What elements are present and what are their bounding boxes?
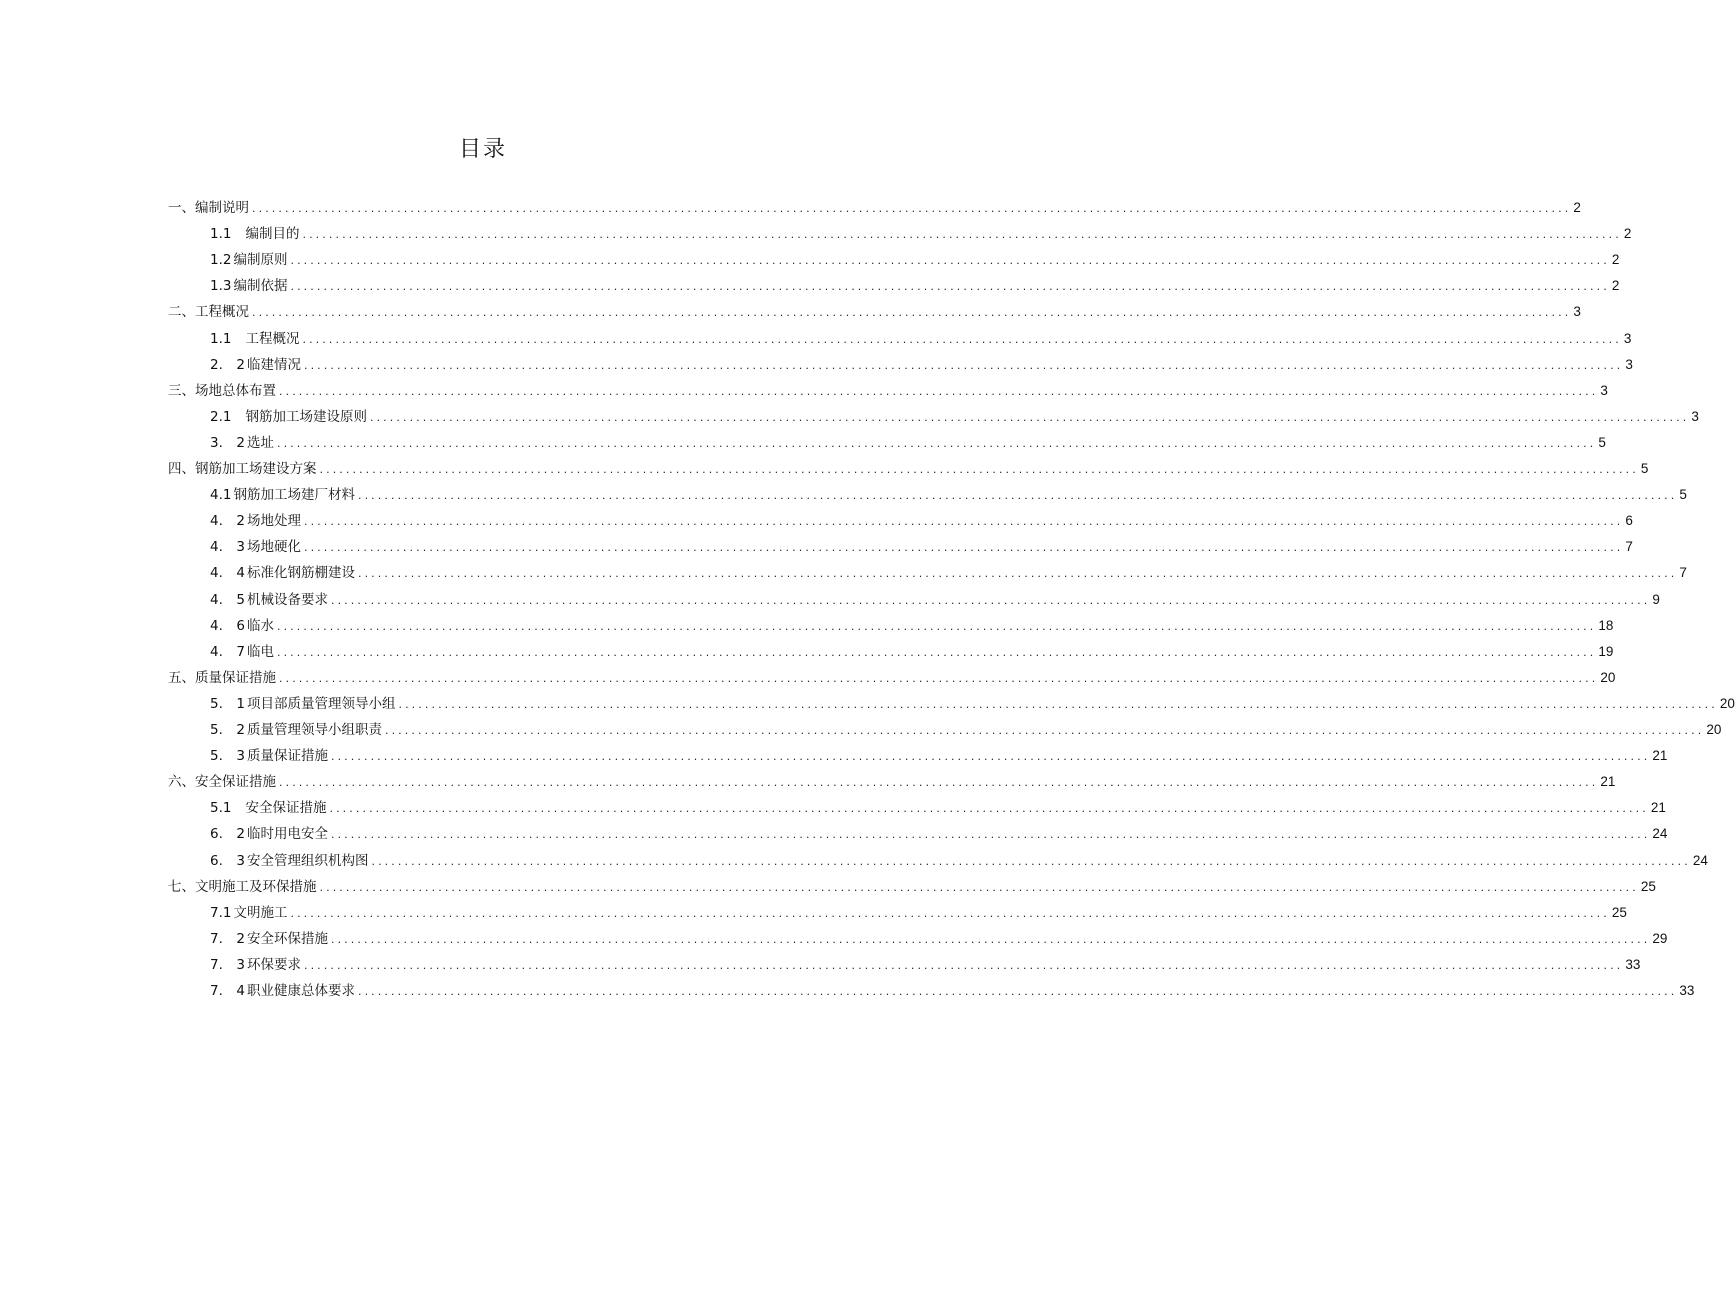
toc-entry-page-number: 2 (1611, 252, 1620, 267)
toc-entry-text: 项目部质量管理领导小组 (246, 696, 396, 712)
toc-entry-label (210, 513, 304, 529)
toc-entry-label (210, 252, 290, 268)
toc-entry[interactable] (210, 481, 1687, 503)
toc-entry[interactable] (210, 533, 1633, 555)
toc-entry-number: 1.3 (210, 278, 232, 294)
toc-entry[interactable] (210, 690, 1735, 712)
toc-entry-number: 7. 2 (210, 931, 245, 947)
toc-entry[interactable] (210, 325, 1632, 347)
toc-entry[interactable] (168, 664, 1616, 686)
toc-entry-number: 六、 (168, 774, 195, 790)
toc-entry-leader-dots: ........................................................................................................................................................................................................ (319, 463, 1639, 476)
toc-entry-label (210, 357, 304, 373)
toc-entry-leader-dots: ........................................................................................................................................................................................................ (276, 620, 1597, 633)
toc-entry-leader-dots: ........................................................................................................................................................................................................ (290, 280, 1610, 293)
toc-entry[interactable] (210, 351, 1633, 373)
toc-entry-text: 场地硬化 (246, 539, 301, 555)
toc-entry-page-number: 5 (1598, 435, 1606, 450)
toc-entry-leader-dots: ........................................................................................................................................................................................................ (329, 802, 1649, 815)
toc-entry-leader-dots: ........................................................................................................................................................................................................ (384, 724, 1705, 737)
toc-entry-text: 临建情况 (246, 357, 301, 373)
toc-entry-number: 6. 2 (210, 826, 245, 842)
toc-entry-leader-dots: ........................................................................................................................................................................................................ (302, 228, 1622, 241)
toc-entry-page-number: 18 (1598, 618, 1614, 633)
toc-entry-text: 安全保证措施 (195, 774, 276, 790)
toc-entry-label (210, 957, 304, 973)
toc-entry-page-number: 3 (1623, 331, 1632, 346)
toc-entry-leader-dots: ........................................................................................................................................................................................................ (371, 855, 1691, 868)
toc-entry-leader-dots: ........................................................................................................................................................................................................ (369, 411, 1690, 424)
toc-entry-page-number: 33 (1625, 957, 1641, 972)
toc-entry-text: 文明施工及环保措施 (195, 879, 317, 895)
toc-entry-number: 4.1 (210, 487, 232, 503)
toc-entry-number: 5.1 (210, 800, 232, 816)
toc-entry[interactable] (210, 820, 1668, 842)
toc-entry-leader-dots: ........................................................................................................................................................................................................ (303, 515, 1624, 528)
toc-entry-label (168, 200, 252, 216)
toc-entry-text: 质量保证措施 (246, 748, 328, 764)
toc-entry-label (210, 931, 331, 947)
toc-entry-leader-dots: ........................................................................................................................................................................................................ (357, 489, 1678, 502)
toc-entry-page-number: 21 (1650, 800, 1666, 815)
toc-entry-label (210, 853, 371, 869)
toc-entry-leader-dots: ........................................................................................................................................................................................................ (279, 672, 1599, 685)
toc-entry-label (210, 800, 329, 816)
toc-entry[interactable] (210, 794, 1666, 816)
toc-entry-page-number: 3 (1625, 357, 1633, 372)
toc-entry-text: 钢筋加工场建厂材料 (233, 487, 355, 503)
toc-entry-page-number: 7 (1625, 539, 1633, 554)
toc-entry-number: 7.1 (210, 905, 232, 921)
toc-entry-leader-dots: ........................................................................................................................................................................................................ (252, 202, 1572, 215)
toc-entry-text: 钢筋加工场建设原则 (245, 409, 367, 425)
toc-entry-text: 钢筋加工场建设方案 (195, 461, 317, 477)
toc-entry-leader-dots: ........................................................................................................................................................................................................ (330, 594, 1651, 607)
toc-entry-page-number: 3 (1600, 383, 1608, 398)
toc-entry-label (168, 670, 279, 686)
toc-entry[interactable] (210, 586, 1660, 608)
toc-entry-text: 编制原则 (233, 252, 288, 268)
toc-entry-label (210, 331, 302, 347)
toc-entry-leader-dots: ........................................................................................................................................................................................................ (303, 541, 1624, 554)
toc-entry-number: 七、 (168, 879, 195, 895)
toc-entry-page-number: 21 (1600, 774, 1616, 789)
toc-entry[interactable] (210, 507, 1633, 529)
toc-entry-number: 三、 (168, 383, 195, 399)
toc-entry-label (168, 304, 252, 320)
toc-entry[interactable] (168, 455, 1649, 477)
toc-entry-text: 编制说明 (195, 200, 249, 216)
toc-entry-label (210, 722, 385, 738)
toc-entry[interactable] (168, 377, 1608, 399)
toc-entry-label (210, 696, 398, 712)
toc-entry-label (168, 879, 320, 895)
toc-entry[interactable] (210, 272, 1620, 294)
toc-entry-label (210, 983, 358, 999)
toc-entry-page-number: 5 (1640, 461, 1649, 476)
toc-entry-leader-dots: ........................................................................................................................................................................................................ (303, 359, 1624, 372)
toc-entry-leader-dots: ........................................................................................................................................................................................................ (290, 907, 1610, 920)
toc-entry-label (210, 618, 277, 634)
toc-entry-label (168, 774, 279, 790)
toc-entry-number: 1.2 (210, 252, 232, 268)
toc-entry[interactable] (210, 847, 1708, 869)
toc-entry-number: 二、 (168, 304, 195, 320)
toc-entry-text: 编制依据 (233, 278, 288, 294)
toc-entry-leader-dots: ........................................................................................................................................................................................................ (279, 776, 1599, 789)
toc-entry-text: 安全保证措施 (245, 800, 327, 816)
toc-entry-leader-dots: ........................................................................................................................................................................................................ (330, 750, 1651, 763)
toc-entry-number: 7. 4 (210, 983, 245, 999)
toc-entry-page-number: 20 (1719, 696, 1735, 711)
toc-entry-page-number: 19 (1598, 644, 1614, 659)
toc-entry[interactable] (210, 899, 1627, 921)
toc-entry-text: 职业健康总体要求 (246, 983, 355, 999)
toc-entry[interactable] (210, 559, 1687, 581)
toc-entry[interactable] (168, 194, 1581, 216)
toc-entry-label (210, 644, 277, 660)
toc-entry-number: 6. 3 (210, 853, 245, 869)
toc-entry-leader-dots: ........................................................................................................................................................................................................ (276, 646, 1597, 659)
toc-entry-text: 质量保证措施 (195, 670, 276, 686)
toc-entry[interactable] (210, 925, 1668, 947)
toc-entry-label (210, 905, 290, 921)
toc-entry-number: 1.1 (210, 226, 232, 242)
toc-entry-page-number: 29 (1652, 931, 1668, 946)
toc-entry-number: 4. 4 (210, 565, 245, 581)
toc-entry-text: 标准化钢筋棚建设 (246, 565, 355, 581)
toc-entry[interactable] (210, 220, 1632, 242)
toc-entry-label (210, 487, 358, 503)
toc-entry-label (210, 748, 331, 764)
toc-entry-text: 编制目的 (245, 226, 300, 242)
toc-entry-leader-dots: ........................................................................................................................................................................................................ (279, 385, 1599, 398)
toc-entry-text: 安全环保措施 (246, 931, 328, 947)
toc-entry-leader-dots: ........................................................................................................................................................................................................ (330, 828, 1651, 841)
toc-entry-page-number: 24 (1692, 853, 1708, 868)
toc-entry-page-number: 2 (1611, 278, 1620, 293)
toc-entry-label (210, 592, 331, 608)
toc-entry[interactable] (210, 716, 1722, 738)
toc-entry-page-number: 25 (1611, 905, 1627, 920)
toc-entry-page-number: 25 (1640, 879, 1656, 894)
toc-entry-number: 5. 3 (210, 748, 245, 764)
toc-entry-text: 质量管理领导小组职责 (246, 722, 382, 738)
toc-entry-leader-dots: ........................................................................................................................................................................................................ (330, 933, 1651, 946)
toc-entry-label (210, 278, 290, 294)
toc-entry-page-number: 24 (1652, 826, 1668, 841)
toc-entry-text: 临电 (246, 644, 274, 660)
toc-entry[interactable] (210, 403, 1699, 425)
toc-entry-label (210, 826, 331, 842)
toc-entry[interactable] (210, 977, 1695, 999)
toc-entry-text: 场地总体布置 (195, 383, 276, 399)
toc-entry[interactable] (210, 951, 1641, 973)
toc-entry-leader-dots: ........................................................................................................................................................................................................ (357, 567, 1678, 580)
toc-entry-leader-dots: ........................................................................................................................................................................................................ (252, 306, 1572, 319)
toc-entry-page-number: 7 (1679, 565, 1687, 580)
toc-entry-text: 临水 (246, 618, 274, 634)
toc-entry[interactable] (168, 873, 1656, 895)
toc-entry[interactable] (210, 638, 1614, 660)
toc-entry-leader-dots: ........................................................................................................................................................................................................ (276, 437, 1597, 450)
toc-entry-leader-dots: ........................................................................................................................................................................................................ (398, 698, 1718, 711)
toc-entry-label (210, 226, 302, 242)
toc-entry-page-number: 21 (1652, 748, 1668, 763)
toc-entry-number: 2. 2 (210, 357, 245, 373)
toc-entry-text: 工程概况 (245, 331, 300, 347)
toc-entry-text: 环保要求 (246, 957, 301, 973)
toc-entry-number: 5. 2 (210, 722, 245, 738)
toc-entry-number: 2.1 (210, 409, 232, 425)
toc-entry-label (210, 409, 370, 425)
toc-entry-leader-dots: ........................................................................................................................................................................................................ (302, 333, 1622, 346)
toc-entry[interactable] (210, 742, 1668, 764)
toc-entry-label (210, 539, 304, 555)
toc-entry-text: 文明施工 (233, 905, 288, 921)
toc-entry-text: 场地处理 (246, 513, 301, 529)
toc-entry-leader-dots: ........................................................................................................................................................................................................ (357, 985, 1678, 998)
toc-entry-text: 机械设备要求 (246, 592, 328, 608)
toc-entry[interactable] (210, 429, 1606, 451)
toc-entry-number: 5. 1 (210, 696, 245, 712)
toc-entry-text: 工程概况 (195, 304, 249, 320)
toc-entry-page-number: 33 (1679, 983, 1695, 998)
toc-entry-text: 选址 (246, 435, 274, 451)
toc-entry-number: 一、 (168, 200, 195, 216)
page-title: 目录 (458, 137, 507, 162)
toc-entry-number: 7. 3 (210, 957, 245, 973)
toc-entry-page-number: 20 (1600, 670, 1616, 685)
toc-entry-leader-dots: ........................................................................................................................................................................................................ (319, 881, 1639, 894)
toc-entry-page-number: 5 (1679, 487, 1687, 502)
toc-entry-number: 4. 5 (210, 592, 245, 608)
toc-entry-page-number: 6 (1625, 513, 1633, 528)
toc-entry-number: 4. 7 (210, 644, 245, 660)
toc-entry-number: 1.1 (210, 331, 232, 347)
toc-entry-page-number: 2 (1573, 200, 1581, 215)
toc-entry-label (168, 461, 320, 477)
toc-entry-number: 4. 2 (210, 513, 245, 529)
toc-entry-number: 四、 (168, 461, 195, 477)
toc-entry-number: 五、 (168, 670, 195, 686)
toc-entry[interactable] (168, 768, 1616, 790)
toc-entry-number: 4. 6 (210, 618, 245, 634)
toc-entry-page-number: 3 (1691, 409, 1699, 424)
toc-entry-leader-dots: ........................................................................................................................................................................................................ (303, 959, 1624, 972)
toc-entry-page-number: 9 (1652, 592, 1660, 607)
toc-entry[interactable] (210, 246, 1620, 268)
toc-entry-text: 临时用电安全 (246, 826, 328, 842)
toc-entry-leader-dots: ........................................................................................................................................................................................................ (290, 254, 1610, 267)
toc-entry-label (168, 383, 279, 399)
toc-entry[interactable] (168, 298, 1581, 320)
toc-entry-text: 安全管理组织机构图 (246, 853, 369, 869)
toc-entry-number: 3. 2 (210, 435, 245, 451)
toc-entry-number: 4. 3 (210, 539, 245, 555)
toc-entry-page-number: 3 (1573, 304, 1581, 319)
toc-entry-label (210, 435, 277, 451)
toc-entry[interactable] (210, 612, 1614, 634)
toc-entry-page-number: 20 (1706, 722, 1722, 737)
toc-entry-label (210, 565, 358, 581)
toc-entry-page-number: 2 (1623, 226, 1632, 241)
